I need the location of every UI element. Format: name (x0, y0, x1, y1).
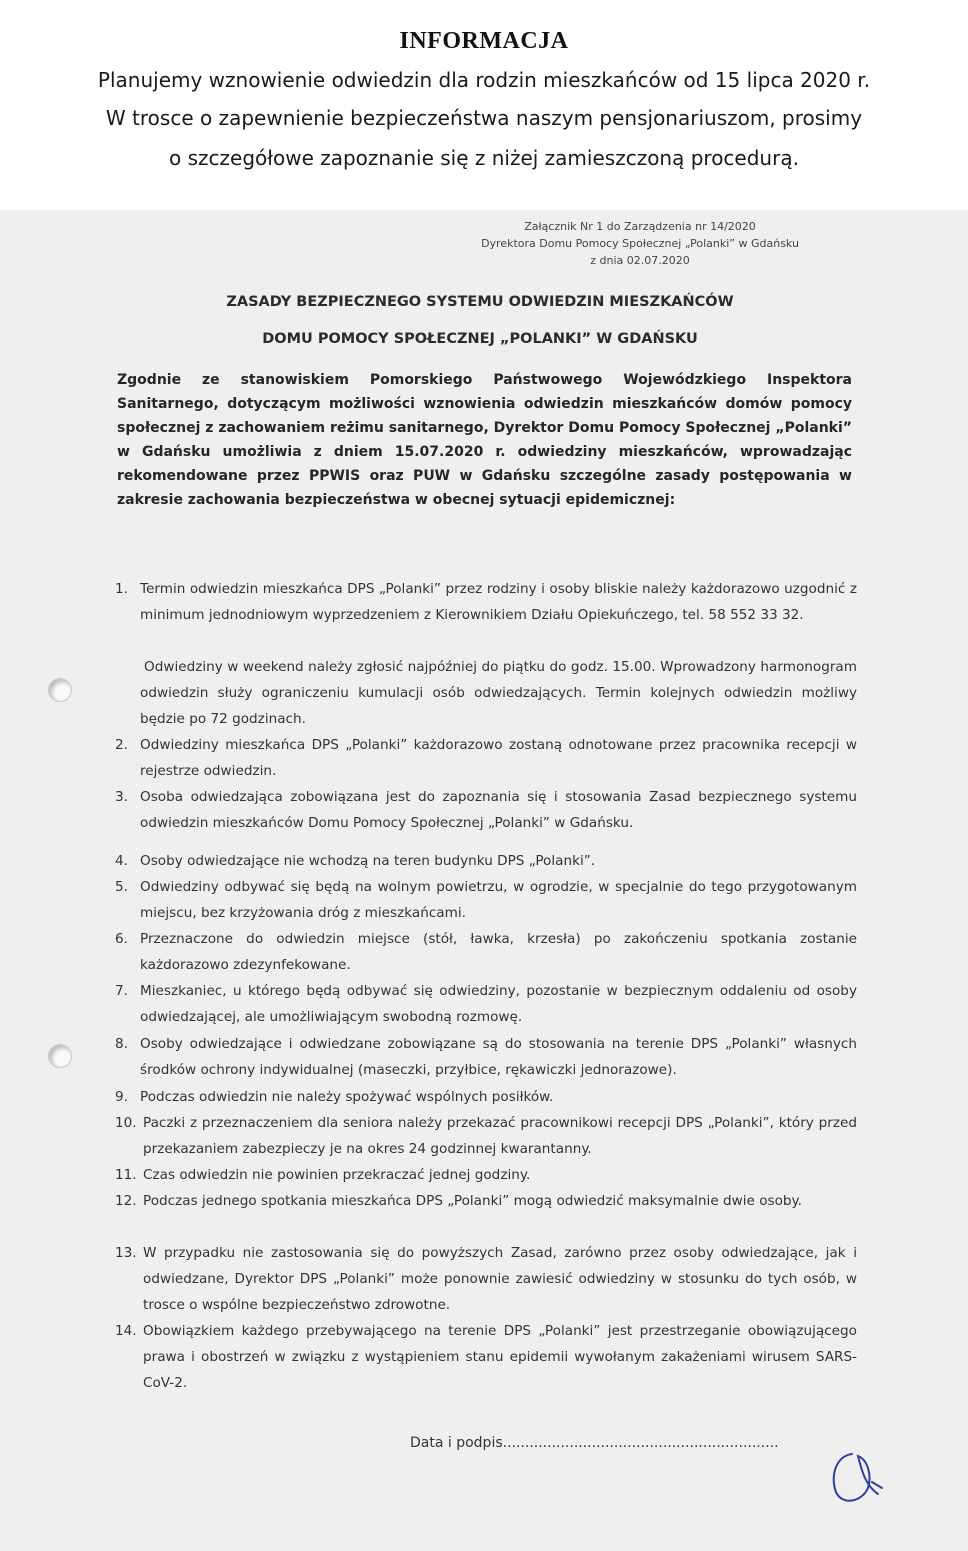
list-item (115, 1240, 857, 1318)
item-number: 10. (115, 1115, 137, 1131)
list-item (115, 926, 857, 978)
item-text: Paczki z przeznaczeniem dla seniora należy przekazać pracownikowi recepcji DPS „Polanki”, który przed przekazaniem zabezpieczy je na okres 24 godzinnej kwarantanny. (143, 1115, 857, 1157)
list-item (115, 848, 857, 874)
list-item (115, 874, 857, 926)
item-text: Termin odwiedzin mieszkańca DPS „Polanki” przez rodziny i osoby bliskie należy każdorazowo uzgodnić z minimum jednodniowym wyprzedzeniem z Kierownikiem Działu Opiekuńczego, tel. 58 552 33 32. (140, 581, 857, 623)
item-number: 1. (115, 581, 128, 597)
banner-line-3: o szczegółowe zapoznanie się z niżej zamieszczoną procedurą. (169, 146, 799, 170)
attachment-line-2: Dyrektora Domu Pomocy Społecznej „Polanki” w Gdańsku (481, 237, 799, 250)
information-banner (0, 0, 968, 210)
item-number: 5. (115, 879, 128, 895)
list-item (115, 1110, 857, 1162)
item-text: Mieszkaniec, u którego będą odbywać się odwiedziny, pozostanie w bezpiecznym oddaleniu od osoby odwiedzającej, ale umożliwiającym swobodną rozmowę. (140, 983, 857, 1025)
document-title-line-1: ZASADY BEZPIECZNEGO SYSTEMU ODWIEDZIN MIESZKAŃCÓW (226, 294, 734, 310)
banner-title: INFORMACJA (399, 28, 569, 54)
item-number: 14. (115, 1323, 137, 1339)
item-number: 11. (115, 1167, 137, 1183)
list-item (115, 732, 857, 784)
item-number: 7. (115, 983, 128, 999)
list-item (115, 654, 857, 732)
list-item (115, 978, 857, 1030)
item-text: Podczas odwiedzin nie należy spożywać wspólnych posiłków. (140, 1089, 554, 1105)
list-item (115, 576, 857, 628)
scanned-document (0, 210, 968, 1551)
item-number: 4. (115, 853, 128, 869)
item-text: Czas odwiedzin nie powinien przekraczać jednej godziny. (143, 1167, 531, 1183)
item-number: 12. (115, 1193, 137, 1209)
item-number: 2. (115, 737, 128, 753)
item-text: Obowiązkiem każdego przebywającego na terenie DPS „Polanki” jest przestrzeganie obowiązującego prawa i obostrzeń w związku z wystąpieniem stanu epidemii wywołanym zakażeniami wirusem SARS-CoV-2. (143, 1323, 857, 1391)
document-title-line-2: DOMU POMOCY SPOŁECZNEJ „POLANKI” W GDAŃSKU (262, 331, 698, 347)
signature-scribble-icon (822, 1442, 892, 1512)
item-text: W przypadku nie zastosowania się do powyższych Zasad, zarówno przez osoby odwiedzające, jak i odwiedzane, Dyrektor DPS „Polanki” może ponownie zawiesić odwiedziny w stosunku do tych osób, w trosce o wspólne bezpieczeństwo zdrowotne. (143, 1245, 857, 1313)
item-text: Podczas jednego spotkania mieszkańca DPS „Polanki” mogą odwiedzić maksymalnie dwie osoby. (143, 1193, 802, 1209)
item-text: Osoby odwiedzające i odwiedzane zobowiązane są do stosowania na terenie DPS „Polanki” własnych środków ochrony indywidualnej (maseczki, przyłbice, rękawiczki jednorazowe). (140, 1036, 857, 1078)
intro-paragraph: Zgodnie ze stanowiskiem Pomorskiego Państwowego Wojewódzkiego Inspektora Sanitarnego, dotyczącym możliwości wznowienia odwiedzin mieszkańców domów pomocy społecznej z zachowaniem reżimu sanitarnego, Dyrektor Domu Pomocy Społecznej „Polanki” w Gdańsku umożliwia z dniem 15.07.2020 r. odwiedziny mieszkańców, wprowadzając rekomendowane przez PPWIS oraz PUW w Gdańsku szczególne zasady postępowania w zakresie zachowania bezpieczeństwa w obecnej sytuacji epidemicznej: (117, 372, 852, 508)
list-item (115, 1318, 857, 1396)
attachment-line-1: Załącznik Nr 1 do Zarządzenia nr 14/2020 (524, 220, 756, 233)
item-number: 3. (115, 789, 128, 805)
signature-line: Data i podpis.............................................................. (410, 1435, 779, 1451)
item-number: 9. (115, 1089, 128, 1105)
punch-hole (48, 678, 72, 702)
attachment-note (460, 218, 820, 269)
banner-line-2: W trosce o zapewnienie bezpieczeństwa naszym pensjonariuszom, prosimy (105, 106, 863, 130)
attachment-line-3: z dnia 02.07.2020 (590, 254, 690, 267)
item-text: Osoby odwiedzające nie wchodzą na teren budynku DPS „Polanki”. (140, 853, 596, 869)
item-number: 8. (115, 1036, 128, 1052)
list-item (115, 1188, 857, 1214)
item-text: Odwiedziny w weekend należy zgłosić najpóźniej do piątku do godz. 15.00. Wprowadzony harmonogram odwiedzin służy ograniczeniu kumulacji osób odwiedzających. Termin kolejnych odwiedzin możliwy będzie po 72 godzinach. (140, 659, 857, 727)
item-text: Odwiedziny mieszkańca DPS „Polanki” każdorazowo zostaną odnotowane przez pracownika recepcji w rejestrze odwiedzin. (140, 737, 857, 779)
item-number: 13. (115, 1245, 137, 1261)
list-item (115, 1031, 857, 1083)
item-number: 6. (115, 931, 128, 947)
list-item (115, 784, 857, 836)
list-item (115, 1084, 857, 1110)
list-item (115, 1162, 857, 1188)
punch-hole (48, 1044, 72, 1068)
item-text: Osoba odwiedzająca zobowiązana jest do zapoznania się i stosowania Zasad bezpiecznego systemu odwiedzin mieszkańców Domu Pomocy Społecznej „Polanki” w Gdańsku. (140, 789, 857, 831)
item-text: Przeznaczone do odwiedzin miejsce (stół, ławka, krzesła) po zakończeniu spotkania zostanie każdorazowo zdezynfekowane. (140, 931, 857, 973)
banner-line-1: Planujemy wznowienie odwiedzin dla rodzin mieszkańców od 15 lipca 2020 r. (97, 68, 871, 92)
item-text: Odwiedziny odbywać się będą na wolnym powietrzu, w ogrodzie, w specjalnie do tego przygotowanym miejscu, bez krzyżowania dróg z mieszkańcami. (140, 879, 857, 921)
